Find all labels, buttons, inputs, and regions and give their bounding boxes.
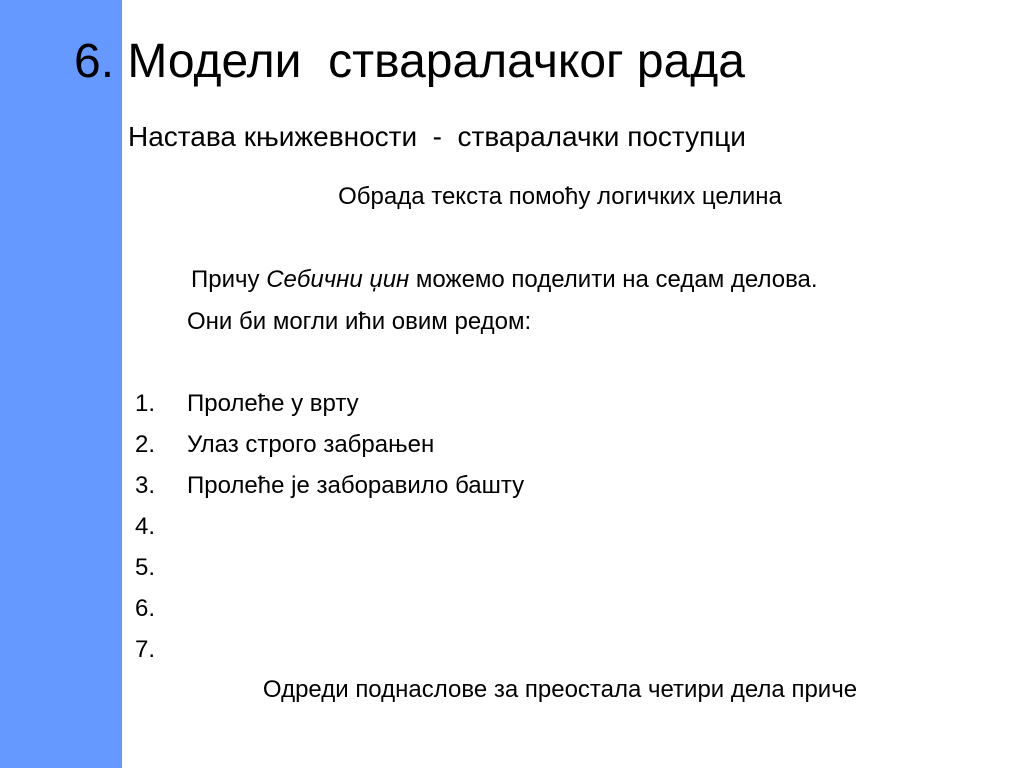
list-text: Пролеће у врту [187, 390, 359, 417]
slide-subtitle: Настава књижевности - стваралачки поступци [128, 121, 746, 152]
story-title: Себични џин [266, 266, 410, 293]
task-instruction: Одреди поднаслове за преостала четири дела приче [262, 676, 858, 703]
list-item [135, 592, 524, 633]
list-number: 1. [135, 390, 156, 417]
list-text: Пролеће је заборавило башту [187, 472, 525, 499]
story-parts-list [135, 387, 524, 674]
intro-text-after: можемо поделити на седам делова. [409, 266, 818, 293]
intro-line-1 [191, 263, 818, 297]
list-item [135, 633, 524, 674]
list-item [135, 387, 524, 428]
side-accent-bar [0, 0, 122, 768]
list-item [135, 551, 524, 592]
list-number: 3. [135, 472, 156, 499]
section-heading: Обрада текста помоћу логичких целина [338, 183, 782, 210]
list-item [135, 469, 524, 510]
list-number: 7. [135, 636, 156, 663]
list-number: 5. [135, 554, 156, 581]
list-number: 2. [135, 431, 156, 458]
slide-title: 6. Модели стваралачког рада [74, 35, 745, 88]
intro-text-before: Причу [191, 266, 267, 293]
list-number: 4. [135, 513, 156, 540]
list-item [135, 510, 524, 551]
list-text: Улаз строго забрањен [187, 431, 435, 458]
intro-line-2: Они би могли ићи овим редом: [187, 308, 532, 335]
list-number: 6. [135, 595, 156, 622]
list-item [135, 428, 524, 469]
